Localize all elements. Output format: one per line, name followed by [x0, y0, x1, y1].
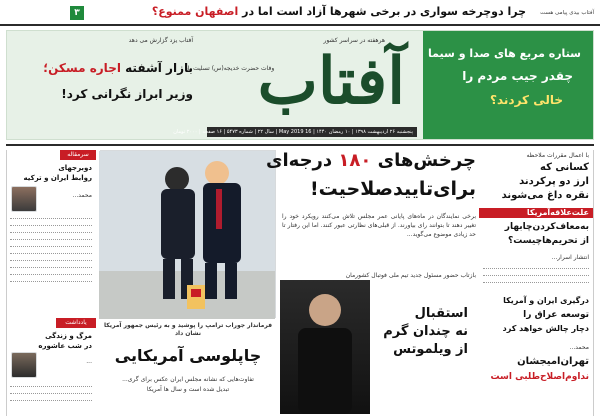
author2-photo: [11, 352, 37, 378]
main-headline-line1: [266, 150, 476, 171]
wilmots-photo: [280, 280, 370, 414]
sport-photo: [280, 280, 370, 414]
sport-kicker: بازتاب حضور مسئول جدید تیم ملی فوتبال کشورمان: [345, 272, 476, 279]
main-headline-line2: برای‌تایید‌صلاحیت!: [309, 178, 476, 200]
logo: آفتاب: [257, 44, 405, 119]
main-divider: [6, 144, 594, 146]
top-headline-red: اصفهان ممنوع؟: [151, 5, 239, 18]
masthead-right-box: [423, 31, 593, 139]
logo-subtitle: هرهفته در سراسر کشور: [323, 37, 385, 44]
main-story: [265, 150, 476, 270]
item2-title2: به‌معاف‌کردن‌چابهار: [504, 222, 589, 232]
item3-kicker: انتشار اسرار...: [551, 254, 589, 261]
top-number: ۳: [74, 8, 80, 18]
left-headline-1-red: اجاره مسکن؛: [43, 61, 121, 75]
right-column: [480, 150, 594, 416]
item1-kicker: با اعمال مقررات ملاحظه: [526, 152, 589, 159]
date-strip: [173, 127, 417, 137]
story1-title: دوبرجهای: [58, 164, 92, 172]
author1: محمد...: [72, 192, 92, 199]
top-number-badge: [70, 6, 84, 20]
item4-title: درگیری ایران و آمریکا: [503, 296, 589, 305]
section-badge: [60, 150, 96, 160]
center-sub2: تبدیل شده است و سال ها آمریکا: [146, 386, 230, 393]
masthead: [6, 30, 594, 140]
main-body: برخی نمایندگان در ماه‌های پایانی عمر مجلس تلاش می‌کنند رویکرد خود را تغییر دهند تا بتوانند رای بیاورند. از قبلی‌های نظارتی عبور کنند. اما این رفتار تا حد زیادی موضوع می‌گوید...: [282, 213, 476, 238]
item1-title2: ارز دو پرکردند: [519, 176, 589, 187]
center-headline: چاپلوسی آمریکایی: [114, 346, 262, 365]
right-box-line1: ستاره مربع های صدا و سیما: [428, 47, 581, 60]
left-headline-1-text: بازار آشفته: [125, 61, 193, 75]
item1-title: کسانی که: [540, 162, 589, 173]
item3-body: [483, 264, 589, 283]
main-title-part1: چرخش‌های: [377, 150, 476, 171]
top-bar: [0, 0, 600, 26]
sport-story: [280, 272, 476, 416]
top-headline: [152, 5, 526, 18]
story2-badge: [56, 318, 96, 328]
sport-title-2: نه چندان گرم: [383, 324, 468, 339]
masthead-logo-area: [185, 33, 415, 137]
right-box-line2: چقدر جیب مردم را: [462, 69, 573, 83]
main-title-red: ۱۸۰: [338, 150, 372, 171]
trump-photo: [100, 150, 276, 318]
item1-title3: نقره داغ می‌شوند: [501, 190, 589, 201]
photo-caption: فرماندار جوراب ترامپ را پوشید و به رئیس جمهور آمریکا نشان داد: [103, 322, 272, 337]
left-label: آفتاب یزد گزارش می دهد: [128, 37, 193, 44]
right-box-line3: خالی کردند؟: [490, 93, 563, 107]
sport-title-3: از ویلموتس: [393, 342, 468, 357]
item5-title2: نداوم‌اصلاح‌طلبی است: [490, 372, 589, 382]
author1-photo: [11, 186, 37, 212]
masthead-left: [13, 35, 193, 135]
author2: ...: [86, 358, 92, 365]
center-sub: تفاوت‌هایی که نشانه مجلس ایران عکس برای گری...: [122, 376, 254, 383]
main-title-part2: درجه‌ای: [265, 150, 333, 171]
item5-kicker: محمد...: [569, 344, 589, 351]
story2-body: [10, 382, 92, 412]
item4-title3: دچار چالش خواهد کرد: [502, 324, 589, 333]
center-story: [100, 150, 276, 416]
top-bar-label: آفتاب بیدی پیامی هست: [540, 10, 594, 16]
story2-section: یادداشت: [65, 319, 87, 326]
story2-sub: در شب عاشوره: [38, 342, 92, 350]
left-headline-1: [43, 61, 193, 75]
left-headline-2: وزیر ابراز نگرانی کرد!: [61, 87, 193, 101]
left-column: [6, 150, 96, 416]
top-headline-text: چرا دوچرخه سواری در برخی شهرها آزاد است اما در: [242, 5, 526, 18]
story2-title: مرگ و زندگی: [45, 332, 92, 340]
item2-title3: از تحریم‌هاچیست؟: [508, 236, 589, 246]
item2-title: علت‌علاقه‌آمریکا: [526, 208, 589, 217]
story1-sub: روابط ایران و ترکیه: [23, 174, 92, 182]
item5-title: تهران‌امیجشان: [517, 356, 589, 367]
date-line: پنجشنبه ۲۶ اردیبهشت ۱۳۹۸ | ۱۰ رمضان ۱۴۴۰ | 16 May 2019 | سال ۲۲ | شماره ۵۴۷۳ | ۱۶ صفحه | ۲۰۰۰ تومان: [173, 129, 413, 135]
center-tagline: وفات حضرت خدیجه(س) تسلیت باد: [185, 65, 275, 72]
sport-title-1: استقبال: [414, 306, 468, 321]
item4-title2: توسعه عراق را: [523, 310, 589, 320]
section-label: سرمقاله: [67, 151, 89, 158]
trump-photo-illustration: [99, 151, 275, 319]
story1-body: [10, 214, 92, 294]
